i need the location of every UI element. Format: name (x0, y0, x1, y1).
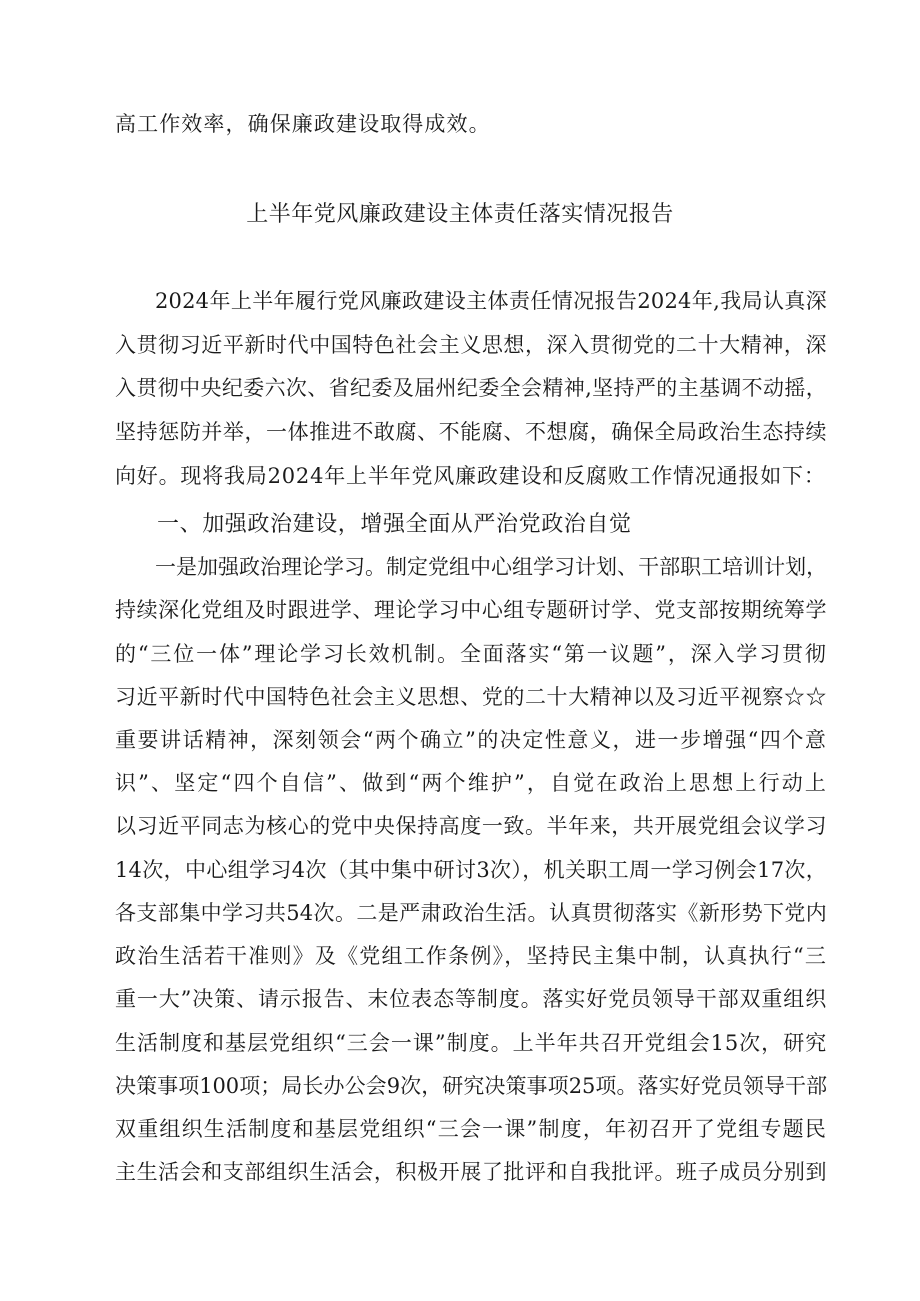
section-heading: 一、加强政治建设，增强全面从严治党政治自觉 (157, 512, 632, 537)
body-line: 以习近平同志为核心的党中央保持高度一致。半年来，共开展党组会议学习 (115, 814, 827, 838)
body-line: 政治生活若干准则》及《党组工作条例》，坚持民主集中制，认真执行“三 (115, 944, 827, 968)
body-line: 重要讲话精神，深刻领会“两个确立”的决定性意义，进一步增强“四个意 (115, 728, 827, 752)
body-line: 识”、坚定“四个自信”、做到“两个维护”，自觉在政治上思想上行动上 (115, 771, 827, 795)
body-line: 14次，中心组学习4次（其中集中研讨3次），机关职工周一学习例会17次， (115, 858, 827, 882)
body-line: 生活制度和基层党组织“三会一课”制度。上半年共召开党组会15次，研究 (115, 1031, 827, 1055)
body-line: 主生活会和支部组织生活会，积极开展了批评和自我批评。班子成员分别到 (115, 1160, 827, 1184)
intro-line: 2024年上半年履行党风廉政建设主体责任情况报告2024年,我局认真深 (155, 289, 827, 313)
body-line: 决策事项100项；局长办公会9次，研究决策事项25项。落实好党员领导干部 (115, 1074, 827, 1098)
intro-line: 向好。现将我局2024年上半年党风廉政建设和反腐败工作情况通报如下： (115, 464, 826, 488)
body-line: 一是加强政治理论学习。制定党组中心组学习计划、干部职工培训计划， (155, 555, 827, 579)
intro-line: 入贯彻中央纪委六次、省纪委及届州纪委全会精神,坚持严的主基调不动摇， (115, 376, 827, 400)
body-line: 习近平新时代中国特色社会主义思想、党的二十大精神以及习近平视察☆☆ (115, 685, 827, 709)
carryover-line: 高工作效率，确保廉政建设取得成效。 (115, 112, 491, 136)
body-line: 重一大”决策、请示报告、末位表态等制度。落实好党员领导干部双重组织 (115, 987, 827, 1011)
body-line: 持续深化党组及时跟进学、理论学习中心组专题研讨学、党支部按期统筹学 (115, 598, 827, 622)
body-line: 双重组织生活制度和基层党组织“三会一课”制度，年初召开了党组专题民 (115, 1117, 827, 1141)
report-title: 上半年党风廉政建设主体责任落实情况报告 (246, 202, 674, 227)
intro-line: 入贯彻习近平新时代中国特色社会主义思想，深入贯彻党的二十大精神，深 (115, 333, 827, 357)
body-line: 的“三位一体”理论学习长效机制。全面落实“第一议题”，深入学习贯彻 (115, 642, 827, 666)
intro-line: 坚持惩防并举，一体推进不敢腐、不能腐、不想腐，确保全局政治生态持续 (115, 420, 827, 444)
body-line: 各支部集中学习共54次。二是严肃政治生活。认真贯彻落实《新形势下党内 (115, 901, 827, 925)
